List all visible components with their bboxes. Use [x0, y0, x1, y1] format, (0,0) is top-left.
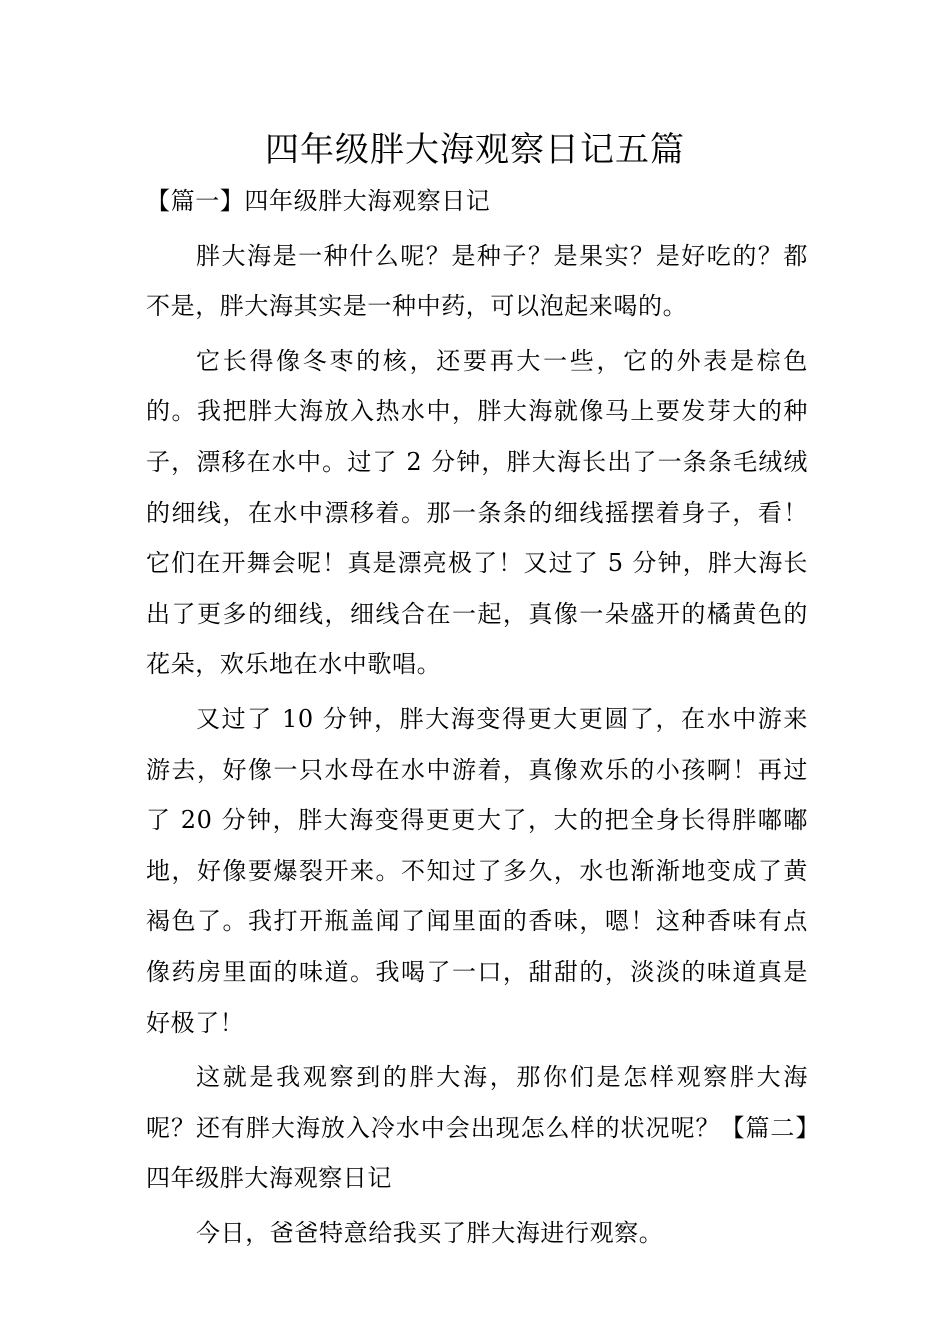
document-body	[146, 176, 808, 1262]
paragraph: 又过了 10 分钟，胖大海变得更大更圆了，在水中游来游去，好像一只水母在水中游着，真像欢乐的小孩啊！再过了 20 分钟，胖大海变得更更大了，大的把全身长得胖嘟嘟地，好像要爆裂开来。不知过了多久，水也渐渐地变成了黄褐色了。我打开瓶盖闻了闻里面的香味，嗯！这种香味有点像药房里面的味道。我喝了一口，甜甜的，淡淡的味道真是好极了！	[146, 704, 808, 1037]
paragraph: 它长得像冬枣的核，还要再大一些，它的外表是棕色的。我把胖大海放入热水中，胖大海就像马上要发芽大的种子，漂移在水中。过了 2 分钟，胖大海长出了一条条毛绒绒的细线，在水中漂移着。那一条条的细线摇摆着身子，看！它们在开舞会呢！真是漂亮极了！又过了 5 分钟，胖大海长出了更多的细线，细线合在一起，真像一朵盛开的橘黄色的花朵，欢乐地在水中歌唱。	[146, 346, 808, 679]
paragraph: 这就是我观察到的胖大海，那你们是怎样观察胖大海呢？还有胖大海放入冷水中会出现怎么样的状况呢？【篇二】四年级胖大海观察日记	[146, 1063, 808, 1193]
paragraph: 今日，爸爸特意给我买了胖大海进行观察。	[196, 1218, 664, 1247]
document-title: 四年级胖大海观察日记五篇	[265, 130, 685, 170]
section-heading: 【篇一】四年级胖大海观察日记	[146, 187, 491, 215]
paragraph: 胖大海是一种什么呢？是种子？是果实？是好吃的？都不是，胖大海其实是一种中药，可以泡起来喝的。	[146, 241, 808, 321]
